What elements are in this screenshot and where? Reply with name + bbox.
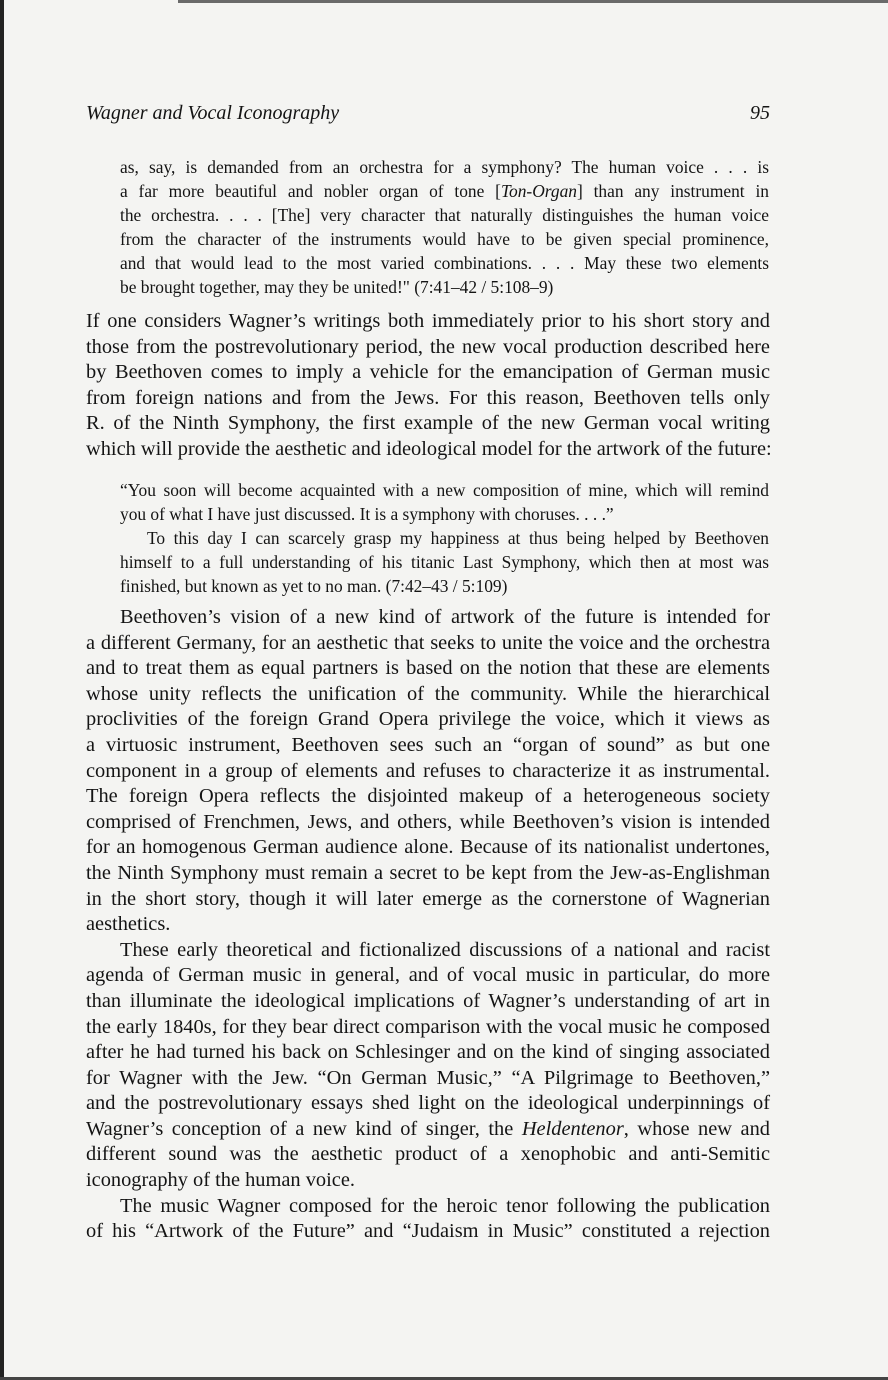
body-line: The music Wagner composed for the heroic tenor following the publication [120, 1194, 770, 1217]
body-line: These early theoretical and fictionalized discussions of a national and racist [120, 938, 770, 961]
body-line: than illuminate the ideological implications of Wagner’s understanding of art in [86, 989, 770, 1012]
body-line: The foreign Opera reflects the disjointed makeup of a heterogeneous society [86, 785, 770, 808]
quote-line-suffix: ] than any instrument in [576, 181, 769, 201]
body-line: R. of the Ninth Symphony, the first example of the new German vocal writing [86, 412, 770, 435]
body-line: and the postrevolutionary essays shed light on the ideological underpinnings of [86, 1092, 770, 1115]
body-line: whose unity reflects the unification of the community. While the hierarchical [86, 682, 770, 705]
body-line: the Ninth Symphony must remain a secret to be kept from the Jew-as-Englishman [86, 861, 770, 884]
quote-line: finished, but known as yet to no man. (7:42–43 / 5:109) [120, 576, 508, 596]
body-line: aesthetics. [86, 913, 171, 936]
body-line: in the short story, though it will later emerge as the cornerstone of Wagnerian [86, 887, 770, 910]
body-line: a virtuosic instrument, Beethoven sees such an “organ of sound” as but one [86, 733, 770, 756]
body-line: the early 1840s, for they bear direct comparison with the vocal music he composed [86, 1015, 770, 1038]
top-edge-rule [178, 0, 888, 3]
quote-line: and that would lead to the most varied combinations. . . . May these two elements [120, 253, 769, 273]
quote-line: as, say, is demanded from an orchestra for a symphony? The human voice . . . is [120, 157, 769, 177]
body-paragraph-3 [86, 938, 770, 1194]
body-line: which will provide the aesthetic and ideological model for the artwork of the future: [86, 437, 772, 460]
body-line: Beethoven’s vision of a new kind of artwork of the future is intended for [120, 606, 770, 628]
quote-line: from the character of the instruments would have to be given special prominence, [120, 229, 769, 249]
quote-line: himself to a full understanding of his titanic Last Symphony, which then at most was [120, 552, 769, 572]
quote-line-prefix: a far more beautiful and nobler organ of tone [ [120, 181, 501, 201]
block-quote-2 [120, 478, 769, 598]
body-line: proclivities of the foreign Grand Opera privilege the voice, which it views as [86, 708, 770, 731]
body-line-italic: Heldentenor [521, 1117, 624, 1140]
body-line: for an homogenous German audience alone. Because of its nationalist undertones, [86, 836, 770, 859]
body-paragraph-2 [86, 605, 770, 938]
page-number: 95 [750, 102, 770, 124]
body-line: comprised of Frenchmen, Jews, and others, while Beethoven’s vision is intended [86, 810, 770, 833]
quote-line: “You soon will become acquainted with a new composition of mine, which will remind [120, 480, 769, 500]
body-line: by Beethoven comes to imply a vehicle for the emancipation of German music [86, 361, 770, 384]
page-binding-edge [0, 0, 4, 1380]
body-line: a different Germany, for an aesthetic that seeks to unite the voice and the orchestra [86, 631, 770, 654]
body-line: for Wagner with the Jew. “On German Music,” “A Pilgrimage to Beethoven,” [86, 1066, 770, 1089]
running-head [86, 102, 770, 125]
body-line: and to treat them as equal partners is based on the notion that these are elements [86, 657, 770, 680]
body-line: agenda of German music in general, and of vocal music in particular, do more [86, 964, 770, 987]
body-paragraph-1 [86, 309, 770, 463]
body-line: iconography of the human voice. [86, 1169, 355, 1192]
quote-line-italic: Ton-Organ [500, 181, 577, 201]
quote-line: To this day I can scarcely grasp my happiness at thus being helped by Beethoven [147, 528, 769, 548]
quote-line: be brought together, may they be united!" (7:41–42 / 5:108–9) [120, 277, 554, 297]
body-line: If one considers Wagner’s writings both immediately prior to his short story and [86, 310, 770, 332]
block-quote-1 [120, 155, 769, 299]
quote-line: the orchestra. . . . [The] very character that naturally distinguishes the human voice [120, 205, 769, 225]
body-line [86, 1117, 770, 1143]
body-line: component in a group of elements and refuses to characterize it as instrumental. [86, 759, 770, 782]
body-text [86, 605, 770, 1245]
body-line: different sound was the aesthetic product of a xenophobic and anti-Semitic [86, 1143, 770, 1166]
body-line-suffix: , whose new and [623, 1117, 770, 1140]
quote-line: you of what I have just discussed. It is a symphony with choruses. . . .” [120, 504, 614, 524]
body-line: after he had turned his back on Schlesinger and on the kind of singing associated [86, 1041, 770, 1064]
running-head-title: Wagner and Vocal Iconography [86, 102, 340, 124]
body-line: those from the postrevolutionary period, the new vocal production described here [86, 335, 770, 358]
body-line-prefix: Wagner’s conception of a new kind of singer, the [86, 1117, 522, 1140]
body-line: from foreign nations and from the Jews. For this reason, Beethoven tells only [86, 386, 770, 409]
body-line: of his “Artwork of the Future” and “Judaism in Music” constituted a rejection [86, 1220, 770, 1243]
quote-line [120, 179, 769, 203]
body-paragraph-4 [86, 1194, 770, 1245]
